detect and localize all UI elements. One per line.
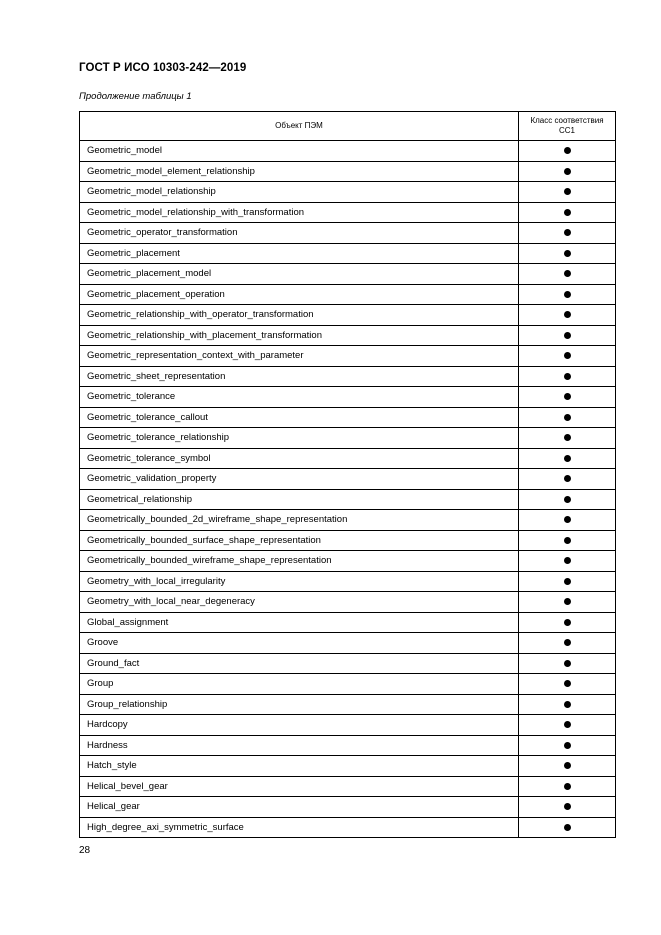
object-name-cell: Geometric_representation_context_with_parameter [80, 346, 519, 367]
table-row [80, 182, 616, 203]
conformance-cell [519, 653, 616, 674]
conformance-cell [519, 264, 616, 285]
conformance-cell [519, 469, 616, 490]
filled-circle-icon [564, 783, 571, 790]
filled-circle-icon [564, 660, 571, 667]
conformance-cell [519, 633, 616, 654]
object-name-cell: Geometric_relationship_with_operator_transformation [80, 305, 519, 326]
header-conformance-class [519, 112, 616, 141]
filled-circle-icon [564, 496, 571, 503]
conformance-cell [519, 715, 616, 736]
conformance-cell [519, 284, 616, 305]
object-name-cell: Group [80, 674, 519, 695]
conformance-cell [519, 489, 616, 510]
filled-circle-icon [564, 250, 571, 257]
object-name-cell: Geometric_model_element_relationship [80, 161, 519, 182]
table-row [80, 715, 616, 736]
header-conformance-cc1: СС1 [558, 126, 575, 135]
filled-circle-icon [564, 188, 571, 195]
table-row [80, 817, 616, 838]
object-name-cell: Geometric_tolerance_symbol [80, 448, 519, 469]
conformance-cell [519, 448, 616, 469]
conformance-cell [519, 366, 616, 387]
filled-circle-icon [564, 168, 571, 175]
object-name-cell: Geometric_validation_property [80, 469, 519, 490]
filled-circle-icon [564, 639, 571, 646]
object-name-cell: Group_relationship [80, 694, 519, 715]
object-name-cell: Ground_fact [80, 653, 519, 674]
table-row [80, 653, 616, 674]
object-name-cell: Geometric_model [80, 141, 519, 162]
table-body [80, 141, 616, 838]
filled-circle-icon [564, 311, 571, 318]
object-name-cell: Groove [80, 633, 519, 654]
table-row [80, 141, 616, 162]
filled-circle-icon [564, 332, 571, 339]
table-row [80, 756, 616, 777]
conformance-cell [519, 510, 616, 531]
table-row [80, 284, 616, 305]
object-name-cell: Helical_gear [80, 797, 519, 818]
table-row [80, 325, 616, 346]
object-name-cell: Geometrically_bounded_surface_shape_representation [80, 530, 519, 551]
header-conformance-label: Класс соответствия [530, 116, 604, 125]
conformance-cell [519, 571, 616, 592]
filled-circle-icon [564, 147, 571, 154]
filled-circle-icon [564, 455, 571, 462]
conformance-cell [519, 530, 616, 551]
object-name-cell: Geometric_tolerance [80, 387, 519, 408]
object-name-cell: Geometry_with_local_near_degeneracy [80, 592, 519, 613]
filled-circle-icon [564, 721, 571, 728]
object-name-cell: High_degree_axi_symmetric_surface [80, 817, 519, 838]
filled-circle-icon [564, 209, 571, 216]
table-row [80, 612, 616, 633]
object-name-cell: Global_assignment [80, 612, 519, 633]
conformance-cell [519, 694, 616, 715]
conformance-cell [519, 325, 616, 346]
filled-circle-icon [564, 803, 571, 810]
table-header-row [80, 112, 616, 141]
object-name-cell: Helical_bevel_gear [80, 776, 519, 797]
conformance-cell [519, 551, 616, 572]
table-row [80, 674, 616, 695]
filled-circle-icon [564, 680, 571, 687]
filled-circle-icon [564, 742, 571, 749]
header-object: Объект ПЭМ [80, 112, 519, 141]
table-row [80, 776, 616, 797]
conformance-cell [519, 592, 616, 613]
table-row [80, 202, 616, 223]
document-header: ГОСТ Р ИСО 10303-242—2019 [79, 62, 247, 74]
table-row [80, 264, 616, 285]
table-row [80, 305, 616, 326]
object-name-cell: Geometric_model_relationship [80, 182, 519, 203]
table-row [80, 489, 616, 510]
filled-circle-icon [564, 578, 571, 585]
conformance-cell [519, 346, 616, 367]
filled-circle-icon [564, 352, 571, 359]
table-row [80, 346, 616, 367]
conformance-cell [519, 735, 616, 756]
conformance-cell [519, 756, 616, 777]
object-name-cell: Geometry_with_local_irregularity [80, 571, 519, 592]
filled-circle-icon [564, 270, 571, 277]
object-name-cell: Geometric_sheet_representation [80, 366, 519, 387]
table-row [80, 551, 616, 572]
table-row [80, 469, 616, 490]
conformance-cell [519, 305, 616, 326]
table-row [80, 633, 616, 654]
filled-circle-icon [564, 475, 571, 482]
table-row [80, 223, 616, 244]
object-name-cell: Geometric_tolerance_callout [80, 407, 519, 428]
filled-circle-icon [564, 762, 571, 769]
conformance-cell [519, 202, 616, 223]
table-row [80, 797, 616, 818]
object-name-cell: Geometrical_relationship [80, 489, 519, 510]
filled-circle-icon [564, 393, 571, 400]
conformance-cell [519, 797, 616, 818]
table-row [80, 592, 616, 613]
object-name-cell: Geometrically_bounded_wireframe_shape_representation [80, 551, 519, 572]
table-row [80, 530, 616, 551]
filled-circle-icon [564, 229, 571, 236]
conformance-cell [519, 243, 616, 264]
table-row [80, 387, 616, 408]
object-name-cell: Geometric_model_relationship_with_transformation [80, 202, 519, 223]
conformance-cell [519, 387, 616, 408]
table-row [80, 428, 616, 449]
filled-circle-icon [564, 701, 571, 708]
conformance-cell [519, 141, 616, 162]
object-name-cell: Hardcopy [80, 715, 519, 736]
filled-circle-icon [564, 373, 571, 380]
filled-circle-icon [564, 516, 571, 523]
filled-circle-icon [564, 414, 571, 421]
filled-circle-icon [564, 824, 571, 831]
conformance-cell [519, 612, 616, 633]
table-row [80, 448, 616, 469]
table-row [80, 366, 616, 387]
object-name-cell: Hardness [80, 735, 519, 756]
object-name-cell: Geometric_tolerance_relationship [80, 428, 519, 449]
conformance-cell [519, 223, 616, 244]
object-name-cell: Geometric_operator_transformation [80, 223, 519, 244]
table-row [80, 735, 616, 756]
table-row [80, 510, 616, 531]
filled-circle-icon [564, 598, 571, 605]
conformance-cell [519, 674, 616, 695]
conformance-cell [519, 407, 616, 428]
object-name-cell: Geometric_relationship_with_placement_transformation [80, 325, 519, 346]
table-row [80, 161, 616, 182]
conformance-cell [519, 428, 616, 449]
filled-circle-icon [564, 557, 571, 564]
filled-circle-icon [564, 291, 571, 298]
conformance-cell [519, 182, 616, 203]
conformance-cell [519, 817, 616, 838]
table-row [80, 407, 616, 428]
page-number: 28 [79, 845, 91, 856]
object-name-cell: Geometrically_bounded_2d_wireframe_shape_representation [80, 510, 519, 531]
object-name-cell: Geometric_placement_operation [80, 284, 519, 305]
object-name-cell: Geometric_placement [80, 243, 519, 264]
table-caption: Продолжение таблицы 1 [79, 91, 192, 102]
filled-circle-icon [564, 619, 571, 626]
table-row [80, 243, 616, 264]
table-row [80, 694, 616, 715]
object-name-cell: Hatch_style [80, 756, 519, 777]
object-name-cell: Geometric_placement_model [80, 264, 519, 285]
table-row [80, 571, 616, 592]
filled-circle-icon [564, 537, 571, 544]
conformance-table [79, 111, 616, 838]
conformance-cell [519, 161, 616, 182]
filled-circle-icon [564, 434, 571, 441]
conformance-cell [519, 776, 616, 797]
